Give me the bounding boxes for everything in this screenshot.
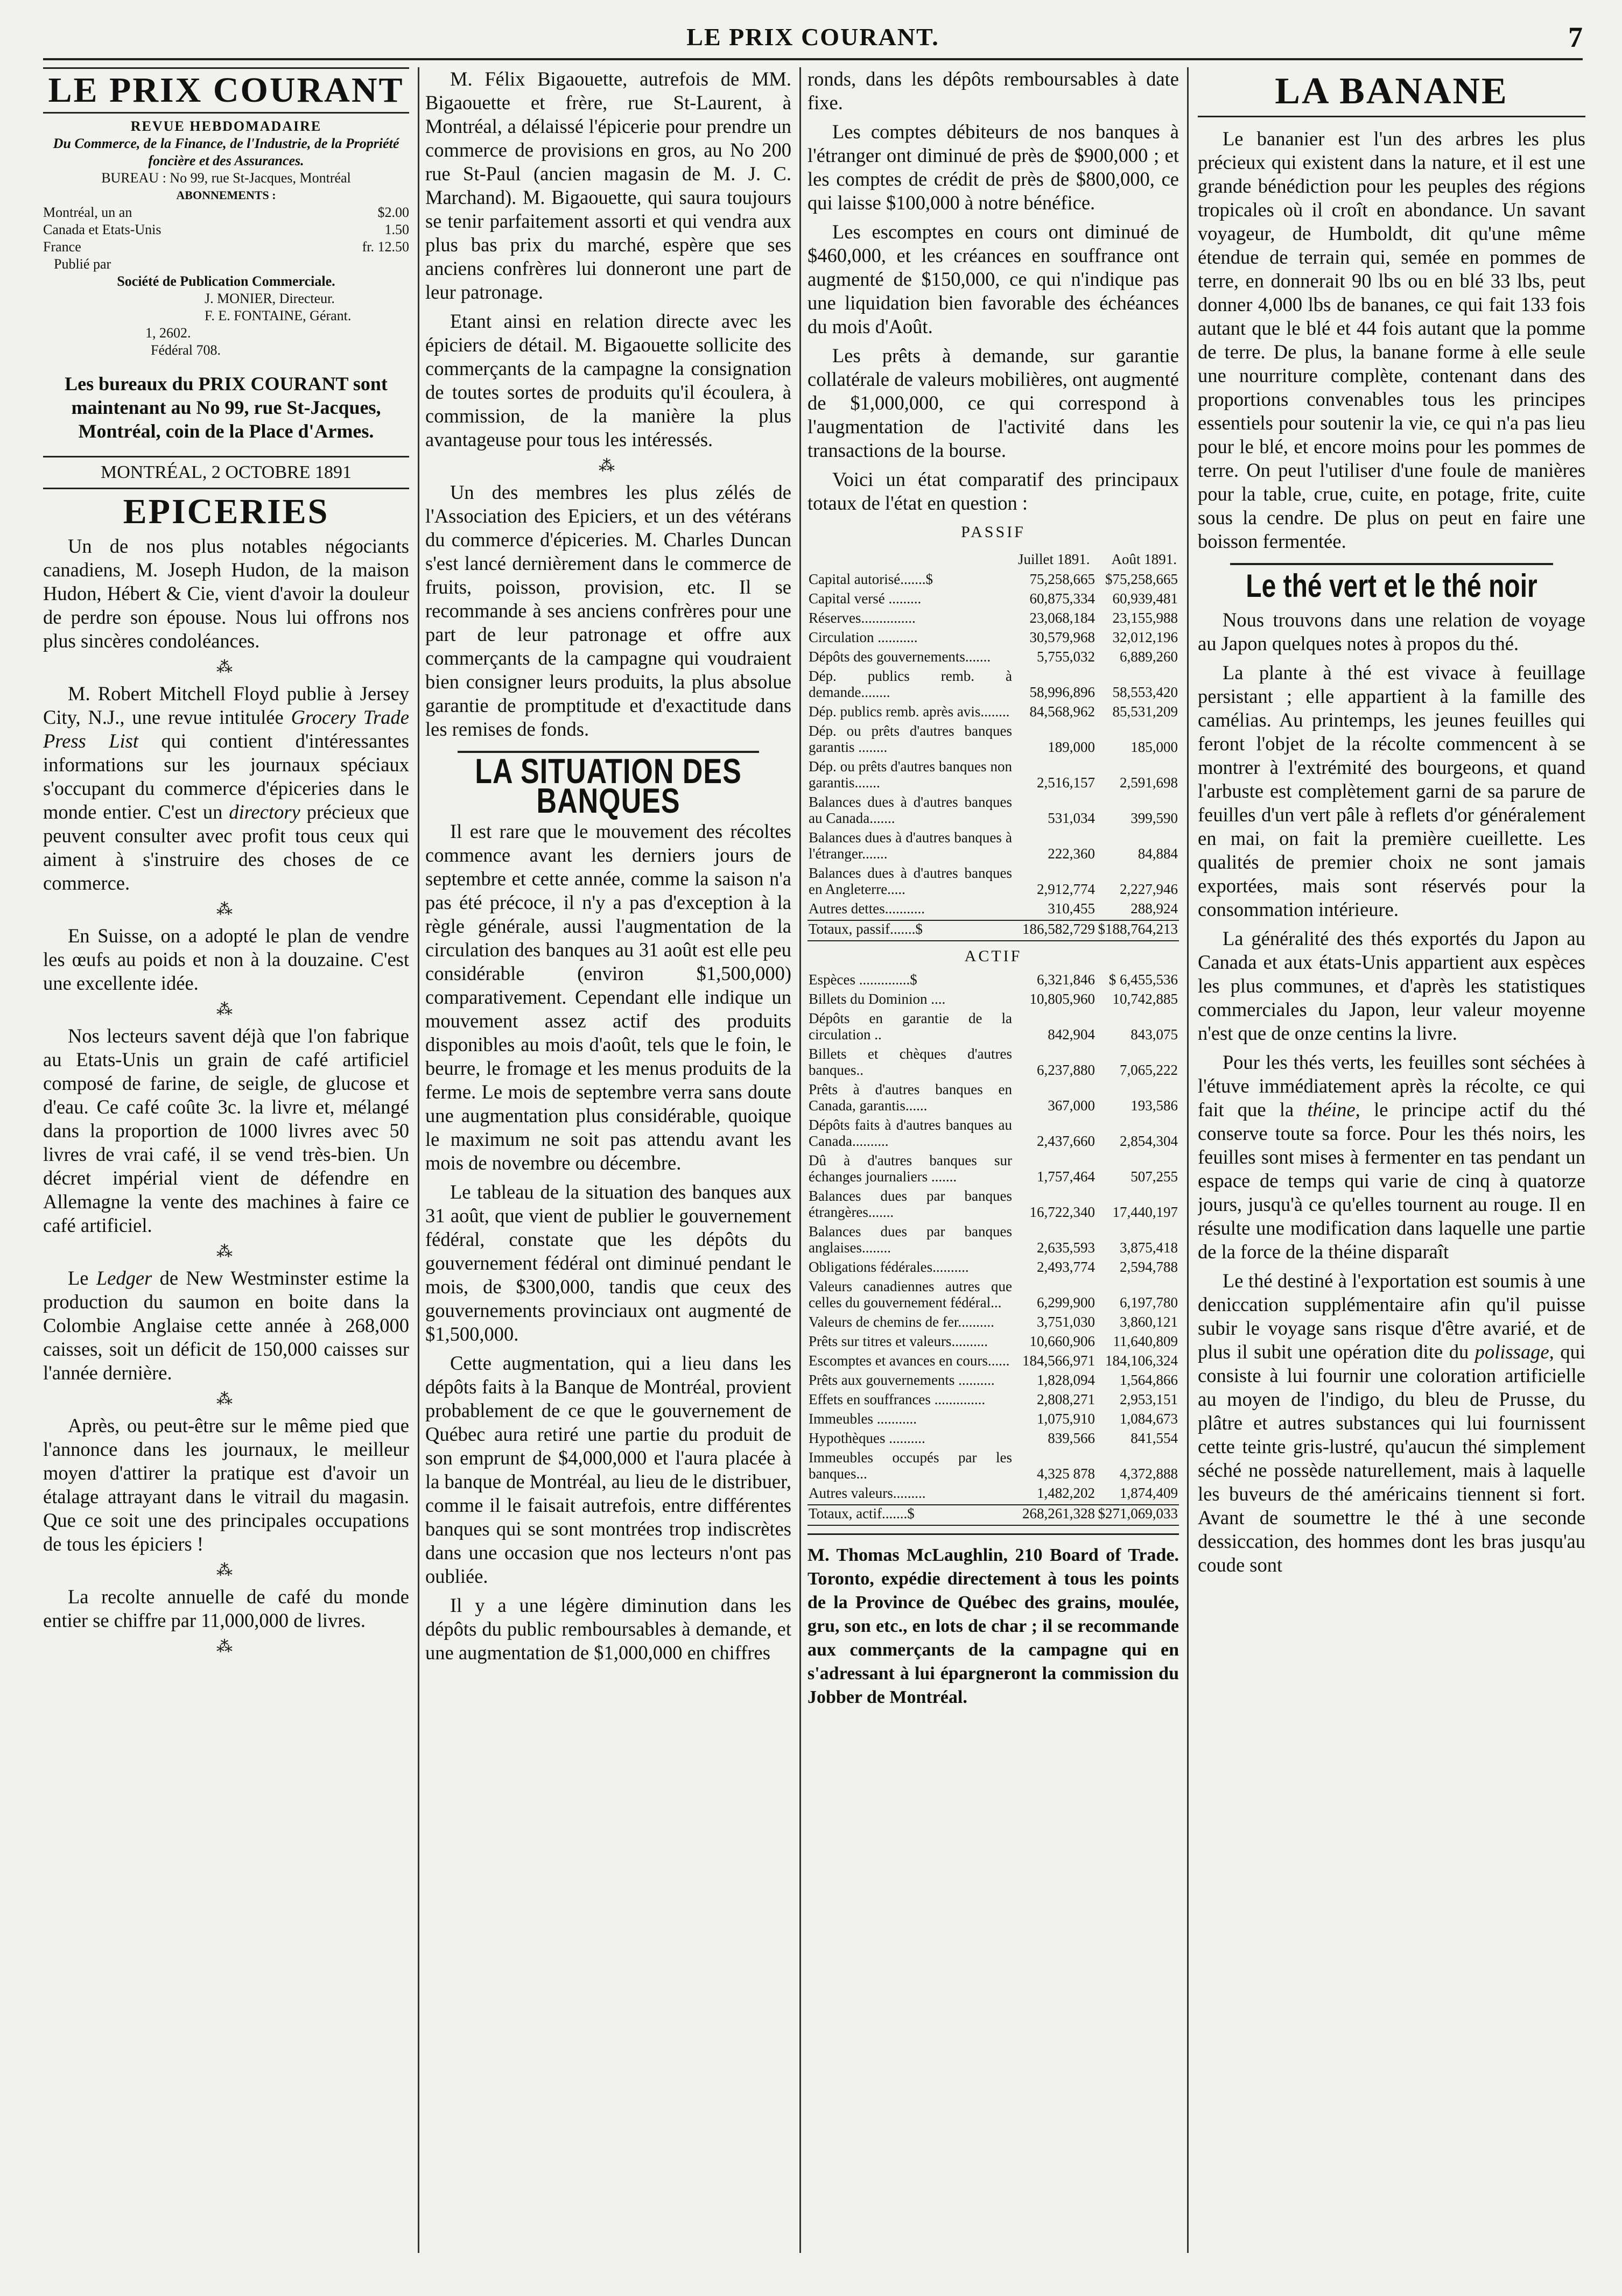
row-label: Billets et chèques d'autres banques.. [809, 1046, 1012, 1078]
value-august: 843,075 [1131, 1026, 1178, 1043]
value-july: 2,437,660 [1037, 1133, 1095, 1149]
value-july: 186,582,729 [1022, 921, 1095, 937]
value-august: 3,875,418 [1120, 1239, 1178, 1256]
table-row [808, 649, 1179, 668]
paragraph: Un des membres les plus zélés de l'Association des Epiciers, et un des vétérans du commerce d'épiceries. M. Charles Duncan s'est lancé dernièrement dans le commerce de fruits, poisson, provision, etc. Il se recommande à ses anciens confrères pour une part de leur patronage et offre aux commerçants de la campagne qui voudraient bien consigner leurs produits, la plus absolue garantie de promptitude et d'exactitude dans les remises de fonds. [425, 481, 791, 740]
value-july: 6,299,900 [1037, 1294, 1095, 1311]
row-label: Balances dues à d'autres banques à l'étranger....... [809, 829, 1012, 862]
col-header-august: Août 1891. [1111, 551, 1177, 567]
table-row [808, 703, 1179, 723]
manager: F. E. FONTAINE, Gérant. [205, 308, 352, 323]
masthead-tagline: Du Commerce, de la Finance, de l'Industrie, de la Propriété foncière et des Assurances. [53, 136, 399, 168]
asterism: ⁂ [599, 457, 618, 475]
row-label: Obligations fédérales.......... [809, 1259, 969, 1275]
office-notice: Les bureaux du PRIX COURANT sont maintenant au No 99, rue St-Jacques, Montréal, coin de la Place d'Armes. [65, 373, 388, 442]
phone-bell: 1, 2602. [145, 325, 191, 341]
value-august: 6,889,260 [1120, 649, 1178, 665]
value-july: 222,360 [1048, 846, 1095, 862]
row-label: Totaux, passif.......$ [809, 921, 923, 937]
table-row [808, 1372, 1179, 1391]
value-august: $ 6,455,536 [1108, 971, 1178, 988]
value-july: 6,237,880 [1037, 1062, 1095, 1078]
row-label: Dépôts des gouvernements....... [809, 649, 991, 665]
paragraph: ronds, dans les dépôts remboursables à date fixe. [808, 68, 1179, 114]
row-label: Hypothèques .......... [809, 1430, 925, 1446]
value-august: 60,939,481 [1112, 590, 1178, 607]
table-row [808, 668, 1179, 703]
table-row [808, 1505, 1179, 1525]
row-label: Capital versé ......... [809, 590, 922, 607]
value-july: 842,904 [1048, 1026, 1095, 1043]
running-head [43, 20, 1583, 60]
value-july: 2,516,157 [1037, 774, 1095, 791]
section-heading-banques: LA SITUATION DES BANQUES [475, 752, 742, 821]
value-august: 185,000 [1131, 739, 1178, 755]
running-title: LE PRIX COURANT. [686, 23, 939, 51]
value-july: 367,000 [1048, 1097, 1095, 1114]
row-label: Effets en souffrances .............. [809, 1391, 986, 1407]
table-row [808, 1278, 1179, 1314]
table-row [808, 920, 1179, 941]
value-july: 189,000 [1048, 739, 1095, 755]
row-label: Dép. ou prêts d'autres banques non garantis....... [809, 758, 1012, 791]
row-label: Escomptes et avances en cours...... [809, 1353, 1010, 1369]
row-label: Prêts aux gouvernements .......... [809, 1372, 995, 1388]
table-row [808, 1188, 1179, 1223]
table-row [808, 1333, 1179, 1353]
value-july: 839,566 [1048, 1430, 1095, 1446]
value-july: 23,068,184 [1029, 610, 1095, 626]
table-row [808, 991, 1179, 1010]
value-august: 17,440,197 [1112, 1204, 1178, 1220]
dateline: MONTRÉAL, 2 OCTOBRE 1891 [43, 456, 409, 489]
value-july: 531,034 [1048, 810, 1095, 826]
column-4 [1198, 67, 1585, 2253]
director: J. MONIER, Directeur. [205, 291, 335, 306]
value-july: 10,660,906 [1029, 1333, 1095, 1349]
row-label: Balances dues à d'autres banques au Canada....... [809, 794, 1012, 826]
passif-table [808, 571, 1179, 920]
value-august: $75,258,665 [1105, 571, 1178, 587]
table-row [808, 971, 1179, 991]
table-column-headers [808, 547, 1177, 571]
value-july: 2,808,271 [1037, 1391, 1095, 1407]
table-row [808, 723, 1179, 758]
table-row [808, 571, 1179, 590]
masthead-title: LE PRIX COURANT [43, 67, 409, 114]
row-label: Espèces ..............$ [809, 971, 917, 988]
row-label: Prêts à d'autres banques en Canada, garantis...... [809, 1081, 1012, 1114]
value-august: 2,953,151 [1120, 1391, 1178, 1407]
table-row [808, 1046, 1179, 1081]
value-july: 4,325 878 [1037, 1466, 1095, 1482]
row-label: Autres valeurs......... [809, 1485, 926, 1501]
paragraph: Pour les thés verts, les feuilles sont séchées à l'étuve immédiatement après la récolte, ce qui fait que la théine, le principe actif du thé conserve toute sa force. Pour les thés noirs, les feuilles sont mises à fermenter en tas pendant un espace de temps qui varie de cinq à quatorze jours, jusqu'à ce qu'elles tournent au rouge. Il en résulte une modification dans laquelle une partie de la force de la théine disparaît [1198, 1051, 1585, 1263]
row-label: Autres dettes........... [809, 900, 925, 917]
asterism: ⁂ [216, 1390, 236, 1408]
table-row [808, 1314, 1179, 1333]
value-july: 2,635,593 [1037, 1239, 1095, 1256]
value-july: 1,757,464 [1037, 1168, 1095, 1185]
paragraph: Il est rare que le mouvement des récoltes commence avant les derniers jours de septembre et cette année, comme la saison n'a pas été précoce, il n'y a pas d'exception à la règle générale, aussi l'augmentation de la circulation des banques au 31 août est elle peu considérable (environ $1,500,000) comparativement. Cependant elle indique un mouvement assez actif des produits disponibles au mois d'août, tels que le foin, le beurre, le fromage et les menus produits de la ferme. Le mois de septembre verra sans doute une augmentation plus considérable, quoique le maximum ne soit pas attendu avant les mois de novembre ou décembre. [425, 820, 791, 1174]
column-3 [808, 67, 1179, 2253]
value-july: 3,751,030 [1037, 1314, 1095, 1330]
table-row [808, 1485, 1179, 1504]
paragraph: M. Robert Mitchell Floyd publie à Jersey City, N.J., une revue intitulée Grocery Trade Press List qui contient d'intéressantes informations sur les journaux spéciaux s'occupant du commerce d'épiceries dans le monde entier. C'est un directory précieux que peuvent consulter avec profit tous ceux qui aiment à s'instruire des choses de ce commerce. [43, 682, 409, 894]
paragraph: Cette augmentation, qui a lieu dans les dépôts faits à la Banque de Montréal, provient probablement de ce que le gouvernement de Québec aura retiré une partie du produit de son emprunt de $4,000,000 et l'aura placée à la banque de Montréal, au lieu de le distribuer, comme il le faisait autrefois, entre différentes banques qui se sont montrées trop indiscrètes dans une occasion que nos lecteurs n'ont pas oubliée. [425, 1352, 791, 1587]
table-row [808, 829, 1179, 865]
paragraph: Etant ainsi en relation directe avec les épiciers de détail. M. Bigaouette sollicite des commerçants de la campagne la consignation de toutes sortes de produits qu'il écoulera, à commission, de la manière la plus avantageuse pour tous les intéressés. [425, 310, 791, 450]
asterism: ⁂ [216, 1561, 236, 1579]
value-august: 84,884 [1137, 846, 1178, 862]
value-august: 85,531,209 [1112, 703, 1178, 720]
paragraph: Nous trouvons dans une relation de voyage au Japon quelques notes à propos du thé. [1198, 609, 1585, 654]
table-row [808, 794, 1179, 829]
asterism: ⁂ [216, 900, 236, 918]
publisher-label: Publié par [54, 256, 111, 272]
value-august: 507,255 [1131, 1168, 1178, 1185]
value-august: 4,372,888 [1120, 1466, 1178, 1482]
value-july: 1,482,202 [1037, 1485, 1095, 1501]
column-rule [418, 67, 419, 2253]
masthead-bureau: BUREAU : No 99, rue St-Jacques, Montréal [101, 170, 351, 186]
value-july: 5,755,032 [1037, 649, 1095, 665]
table-row [808, 1353, 1179, 1372]
column-rule [1187, 67, 1189, 2253]
value-july: 84,568,962 [1029, 703, 1095, 720]
value-august: $188,764,213 [1098, 921, 1178, 937]
table-row [808, 1223, 1179, 1259]
row-label: Billets du Dominion .... [809, 991, 946, 1007]
value-july: 184,566,971 [1022, 1353, 1095, 1369]
value-august: 184,106,324 [1105, 1353, 1178, 1369]
table-row [808, 610, 1179, 629]
advertisement-mclaughlin: M. Thomas McLaughlin, 210 Board of Trade. Toronto, expédie directement à tous les points de la Province de Québec des grains, moulée, gru, son etc., en lots de char ; il se recommande aux commerçants de la campagne qui en s'adressant à lui épargneront la commission du Jobber de Montréal. [808, 1533, 1179, 1709]
row-label: Circulation ........... [809, 629, 918, 645]
col-header-july: Juillet 1891. [1018, 551, 1090, 567]
paragraph: La plante à thé est vivace à feuillage persistant ; elle appartient à la famille des camélias. Au printemps, les jeunes feuilles qui feront l'objet de la récolte commencent à se montrer à l'extrémité des bourgeons, et quand l'arbuste est complètement garni de sa parure de feuilles d'un vert pâle à reflets d'or généralement en mai, on fait la première cueillette. Les qualités de premier choix ne sont jamais exportées, mais sont réservés pour la consommation intérieure. [1198, 661, 1585, 920]
value-august: 2,854,304 [1120, 1133, 1178, 1149]
value-august: 399,590 [1131, 810, 1178, 826]
row-label: Immeubles ........... [809, 1411, 917, 1427]
table-row [808, 590, 1179, 610]
value-july: 1,828,094 [1037, 1372, 1095, 1388]
row-label: Immeubles occupés par les banques... [809, 1449, 1012, 1482]
value-august: 23,155,988 [1112, 610, 1178, 626]
actif-heading: ACTIF [964, 947, 1022, 965]
paragraph: Le thé destiné à l'exportation est soumis à une deniccation supplémentaire afin qu'il puisse subir le voyage sans risque d'être avarié, et de plus il subit une opération dite du polissage, qui consiste à lui fournir une coloration artificielle au moyen de l'indigo, du bleu de Prusse, du plâtre et autres substances qui lui fournissent cette teinte gris-lustré, qu'aucun thé simplement séché ne possède naturellement, mais à laquelle les buveurs de thé américains tiennent si fort. Avant de soumettre le thé à une seconde dessiccation, des hommes dont les bras jusqu'au coude sont [1198, 1270, 1585, 1576]
actif-table [808, 971, 1179, 1504]
actif-total [808, 1504, 1179, 1526]
value-july: 2,493,774 [1037, 1259, 1095, 1275]
value-july: 30,579,968 [1029, 629, 1095, 645]
value-august: 841,554 [1131, 1430, 1178, 1446]
subscriptions-list [43, 204, 409, 256]
row-label: Valeurs canadiennes autres que celles du gouvernement fédéral... [809, 1278, 1012, 1311]
publisher-name: Société de Publication Commerciale. [117, 273, 335, 289]
value-july: 16,722,340 [1029, 1204, 1095, 1220]
row-label: Totaux, actif.......$ [809, 1505, 915, 1522]
value-august: 11,640,809 [1113, 1333, 1178, 1349]
value-august: 2,227,946 [1120, 881, 1178, 897]
paragraph: Voici un état comparatif des principaux totaux de l'état en question : [808, 468, 1179, 514]
subscription-row: France fr. 12.50 [43, 239, 409, 255]
table-row [808, 1430, 1179, 1449]
asterism: ⁂ [216, 1243, 236, 1260]
column-1 [43, 67, 409, 2253]
paragraph: La généralité des thés exportés du Japon au Canada et aux états-Unis appartient aux espèces les plus communes, et d'après les statistiques commerciales du Japon, leur valeur moyenne n'est que de onze centins la livre. [1198, 927, 1585, 1044]
passif-total [808, 920, 1179, 941]
table-row [808, 629, 1179, 649]
row-label: Dû à d'autres banques sur échanges journaliers ....... [809, 1152, 1012, 1185]
passif-heading: PASSIF [961, 523, 1026, 541]
value-july: 75,258,665 [1029, 571, 1095, 587]
column-rule [799, 67, 801, 2253]
section-heading-banane: LA BANANE [1198, 67, 1585, 117]
table-row [808, 758, 1179, 794]
value-july: 60,875,334 [1029, 590, 1095, 607]
paragraph: Les escomptes en cours ont diminué de $460,000, et les créances en souffrance ont augmenté de $150,000, ce qui n'indique pas une liquidation bien favorable des échéances du mois d'Août. [808, 221, 1179, 337]
phone-federal: Fédéral 708. [151, 342, 221, 358]
table-row [808, 1117, 1179, 1152]
table-row [808, 1152, 1179, 1188]
table-row [808, 1449, 1179, 1485]
row-label: Dépôts faits à d'autres banques au Canada.......... [809, 1117, 1012, 1149]
paragraph: Un de nos plus notables négociants canadiens, M. Joseph Hudon, de la maison Hudon, Hébert & Cie, vient d'avoir la douleur de perdre son épouse. Nous lui offrons nos plus sincères condoléances. [43, 535, 409, 652]
value-august: $271,069,033 [1098, 1505, 1178, 1522]
paragraph: Les comptes débiteurs de nos banques à l'étranger ont diminué de près de $900,000 ; et les comptes de crédit de près de $800,000, ce qui laisse $100,000 à notre bénéfice. [808, 121, 1179, 214]
asterism: ⁂ [216, 658, 236, 676]
value-august: 288,924 [1131, 900, 1178, 917]
row-label: Réserves............... [809, 610, 916, 626]
row-label: Dép. publics remb. à demande........ [809, 668, 1012, 700]
paragraph: Le tableau de la situation des banques aux 31 août, que vient de publier le gouvernement fédéral, constate que les dépôts du gouvernement fédéral ont diminué pendant le mois, de $300,000, tandis que ceux des gouvernements provinciaux ont augmenté de $1,500,000. [425, 1181, 791, 1345]
value-august: 1,084,673 [1120, 1411, 1178, 1427]
value-august: 10,742,885 [1112, 991, 1178, 1007]
column-2 [425, 67, 791, 2253]
row-label: Dép. ou prêts d'autres banques garantis ........ [809, 723, 1012, 755]
paragraph: Le bananier est l'un des arbres les plus précieux qui existent dans la nature, et il est une grande bénédiction pour les peuples des régions tropicales où il croît en abondance. Un savant voyageur, de Humboldt, dit qu'une même étendue de terrain qui, semée en pommes de terre, en donnerait 90 lbs ou en blé 33 lbs, peut donner 4,000 lbs de bananes, ce qui fait 133 fois autant que le blé et 44 fois autant que la pomme de terre. De plus, la banane forme à elle seule une nourriture complète, contenant dans des proportions convenables tous les principes essentiels pour soutenir la vie, ce qui n'a pas lieu pour le blé, et encore moins pour les pommes de terre. On peut l'utiliser d'une foule de manières pour la table, crue, cuite, en potage, frite, cuite sous la cendre. De plus on peut en faire une boisson fermentée. [1198, 128, 1585, 552]
value-august: 58,553,420 [1112, 684, 1178, 700]
paragraph: La recolte annuelle de café du monde entier se chiffre par 11,000,000 de livres. [43, 1586, 409, 1631]
row-label: Balances dues par banques étrangères....... [809, 1188, 1012, 1220]
subscriptions-title: ABONNEMENTS : [176, 188, 276, 202]
paragraph: Le Ledger de New Westminster estime la production du saumon en boite dans la Colombie Anglaise cette année à 268,000 caisses, soit un déficit de 150,000 caisses sur l'année dernière. [43, 1267, 409, 1384]
paragraph: Il y a une légère diminution dans les dépôts du public remboursables à demande, et une augmentation de $1,000,000 en chiffres [425, 1594, 791, 1664]
row-label: Balances dues par banques anglaises........ [809, 1223, 1012, 1256]
table-row [808, 1010, 1179, 1046]
value-august: 7,065,222 [1120, 1062, 1178, 1078]
row-label: Dépôts en garantie de la circulation .. [809, 1010, 1012, 1043]
value-july: 1,075,910 [1037, 1411, 1095, 1427]
row-label: Dép. publics remb. après avis........ [809, 703, 1010, 720]
table-row [808, 1081, 1179, 1117]
row-label: Prêts sur titres et valeurs.......... [809, 1333, 988, 1349]
subscription-row: Montréal, un an $2.00 [43, 205, 409, 220]
value-august: 1,874,409 [1120, 1485, 1178, 1501]
table-row [808, 1391, 1179, 1411]
value-july: 58,996,896 [1029, 684, 1095, 700]
paragraph: Après, ou peut-être sur le même pied que l'annonce dans les journaux, le meilleur moyen d'attirer la pratique est d'avoir un étalage attrayant dans le vitrail du magasin. Que ce soit une des principales occupations de tous les épiciers ! [43, 1414, 409, 1555]
paragraph: En Suisse, on a adopté le plan de vendre les œufs au poids et non à la douzaine. C'est une excellente idée. [43, 925, 409, 994]
value-july: 268,261,328 [1022, 1505, 1095, 1522]
masthead-subtitle: REVUE HEBDOMADAIRE [130, 118, 322, 134]
table-row [808, 865, 1179, 900]
asterism: ⁂ [216, 1001, 236, 1018]
value-august: 2,591,698 [1120, 774, 1178, 791]
paragraph: Nos lecteurs savent déjà que l'on fabrique au Etats-Unis un grain de café artificiel composé de farine, de seigle, de glucose et d'eau. Ce café coûte 3c. la livre et, mélangé dans la proportion de 1000 livres avec 50 livres de vrai café, il se vend très-bien. Un décret impérial vient de défendre en Allemagne la vente des machines à faire ce café artificiel. [43, 1025, 409, 1236]
value-august: 2,594,788 [1120, 1259, 1178, 1275]
row-label: Capital autorisé.......$ [809, 571, 933, 587]
subscription-row: Canada et Etats-Unis 1.50 [43, 222, 409, 237]
value-august: 32,012,196 [1112, 629, 1178, 645]
table-row [808, 900, 1179, 920]
value-august: 3,860,121 [1120, 1314, 1178, 1330]
section-heading-the: Le thé vert et le thé noir [1246, 568, 1537, 604]
paragraph: M. Félix Bigaouette, autrefois de MM. Bigaouette et frère, rue St-Laurent, à Montréal, a délaissé l'épicerie pour prendre un commerce de provisions en gros, au No 200 rue St-Paul (ancien magasin de M. J. C. Marchand). M. Bigaouette, qui saura toujours se tenir parfaitement assorti et qui vendra aux plus bas prix du marché, espère que ses anciens confrères lui donneront une part de leur patronage. [425, 68, 791, 303]
paragraph: Les prêts à demande, sur garantie collatérale de valeurs mobilières, ont augmenté de $1,000,000, ce qui correspond à l'augmentation de l'activité dans les transactions de la bourse. [808, 344, 1179, 461]
value-august: 6,197,780 [1120, 1294, 1178, 1311]
section-rule [1230, 563, 1553, 565]
value-july: 10,805,960 [1029, 991, 1095, 1007]
row-label: Valeurs de chemins de fer.......... [809, 1314, 994, 1330]
page-number: 7 [1568, 21, 1583, 53]
value-august: 1,564,866 [1120, 1372, 1178, 1388]
value-august: 193,586 [1131, 1097, 1178, 1114]
table-row [808, 1259, 1179, 1278]
value-july: 2,912,774 [1037, 881, 1095, 897]
section-heading-epiceries: EPICERIES [123, 492, 329, 531]
table-row [808, 1411, 1179, 1430]
row-label: Balances dues à d'autres banques en Angleterre..... [809, 865, 1012, 897]
asterism: ⁂ [216, 1638, 236, 1656]
value-july: 310,455 [1048, 900, 1095, 917]
value-july: 6,321,846 [1037, 971, 1095, 988]
